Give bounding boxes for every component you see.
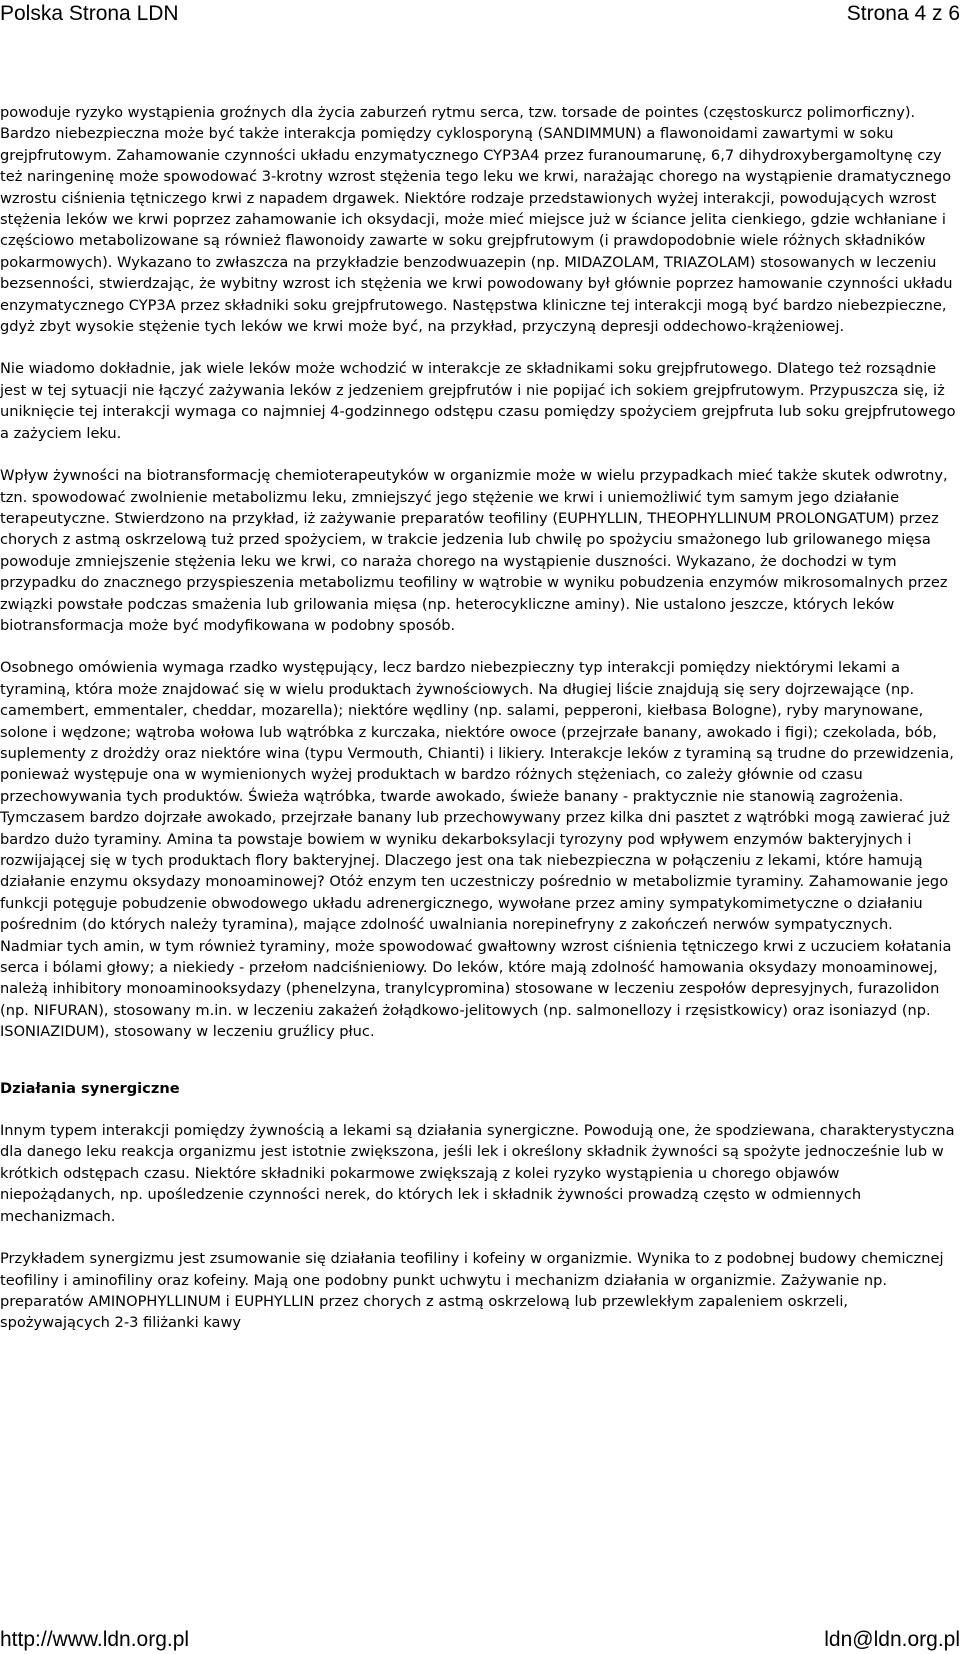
paragraph: Innym typem interakcji pomiędzy żywnością a lekami są działania synergiczne. Powodują one, że spodziewana, charakterystyczna dla danego leku reakcja organizmu jest istotnie zwiększona, jeśli lek i określony składnik żywności są spożyte jednocześnie lub w krótkich odstępach czasu. Niektóre składniki pokarmowe zwiększają z kolei ryzyko wystąpienia u chorego objawów niepożądanych, np. upośledzenie czynności nerek, do których lek i składnik żywności prowadzą często w odmiennych mechanizmach.: [0, 1122, 955, 1225]
document-body: [0, 102, 958, 1355]
paragraph: Wpływ żywności na biotransformację chemioterapeutyków w organizmie może w wielu przypadkach mieć także skutek odwrotny, tzn. spowodować zwolnienie metabolizmu leku, zmniejszyć jego stężenie we krwi i uniemożliwić tym samym jego działanie terapeutyczne. Stwierdzono na przykład, iż zażywanie preparatów teofiliny (EUPHYLLIN, THEOPHYLLINUM PROLONGATUM) przez chorych z astmą oskrzelową tuż przed spożyciem, w trakcie jedzenia lub chwilę po spożyciu smażonego lub grilowanego mięsa powoduje zmniejszenie stężenia leku we krwi, co naraża chorego na wystąpienie duszności. Wykazano, że dochodzi w tym przypadku do znacznego przyspieszenia metabolizmu teofiliny w wątrobie w wyniku pobudzenia enzymów mikrosomalnych przez związki powstałe podczas smażenia lub grilowania mięsa (np. heterocykliczne aminy). Nie ustalono jeszcze, których leków biotransformacja może być modyfikowana w podobny sposób.: [0, 467, 948, 634]
paragraph: Osobnego omówienia wymaga rzadko występujący, lecz bardzo niebezpieczny typ interakcji pomiędzy niektórymi lekami a tyraminą, która może znajdować się w wielu produktach żywnościowych. Na długiej liście znajdują się sery dojrzewające (np. camembert, emmentaler, cheddar, mozarella); niektóre wędliny (np. salami, pepperoni, kiełbasa Bologne), ryby marynowane, solone i wędzone; wątroba wołowa lub wątróbka z kurczaka, niektóre owoce (przejrzałe banany, awokado i figi); czekolada, bób, suplementy z drożdży oraz niektóre wina (typu Vermouth, Chianti) i likiery. Interakcje leków z tyraminą są trudne do przewidzenia, ponieważ występuje ona w wymienionych wyżej produktach w bardzo różnych stężeniach, co zależy głównie od czasu przechowywania tych produktów. Świeża wątróbka, twarde awokado, świeże banany - praktycznie nie stanowią zagrożenia. Tymczasem bardzo dojrzałe awokado, przejrzałe banany lub przechowywany przez kilka dni pasztet z wątróbki mogą zawierać już bardzo dużo tyraminy. Amina ta powstaje bowiem w wyniku dekarboksylacji tyrozyny pod wpływem enzymów bakteryjnych i rozwijającej się w tych produktach flory bakteryjnej. Dlaczego jest ona tak niebezpieczna w połączeniu z lekami, które hamują działanie enzymu oksydazy monoaminowej? Otóż enzym ten uczestniczy pośrednio w metabolizmie tyraminy. Zahamowanie jego funkcji potęguje pobudzenie obwodowego układu adrenergicznego, wywołane przez aminy sympatykomimetyczne o działaniu pośrednim (do których należy tyramina), mające zdolność uwalniania norepinefryny z zakończeń nerwów sympatycznych. Nadmiar tych amin, w tym również tyraminy, może spowodować gwałtowny wzrost ciśnienia tętniczego krwi z uczuciem kołatania serca i bólami głowy; a niekiedy - przełom nadciśnieniowy. Do leków, które mają zdolność hamowania oksydazy monoaminowej, należą inhibitory monoaminooksydazy (phenelzyna, tranylcypromina) stosowane w leczeniu zespołów depresyjnych, furazolidon (np. NIFURAN), stosowany m.in. w leczeniu zakażeń żołądkowo-jelitowych (np. salmonellozy i rzęsistkowicy) oraz isoniazyd (np. ISONIAZIDUM), stosowany w leczeniu gruźlicy płuc.: [0, 659, 954, 1041]
section-heading: Działania synergiczne: [0, 1079, 180, 1097]
page-number: Strona 4 z 6: [846, 2, 960, 25]
footer-email-link[interactable]: ldn@ldn.org.pl: [824, 1628, 960, 1651]
paragraph: Nie wiadomo dokładnie, jak wiele leków może wchodzić w interakcje ze składnikami soku grejpfrutowego. Dlatego też rozsądnie jest w tej sytuacji nie łączyć zażywania leków z jedzeniem grejpfrutów i nie popijać ich sokiem grejpfrutowym. Przypuszcza się, iż uniknięcie tej interakcji wymaga co najmniej 4-godzinnego odstępu czasu pomiędzy spożyciem grejpfruta lub soku grejpfrutowego a zażyciem leku.: [0, 360, 956, 442]
footer-url-link[interactable]: http://www.ldn.org.pl: [0, 1628, 190, 1651]
paragraph: Przykładem synergizmu jest zsumowanie się działania teofiliny i kofeiny w organizmie. Wynika to z podobnej budowy chemicznej teofiliny i aminofiliny oraz kofeiny. Mają one podobny punkt uchwytu i mechanizm działania w organizmie. Zażywanie np. preparatów AMINOPHYLLINUM i EUPHYLLIN przez chorych z astmą oskrzelową lub przewlekłym zapaleniem oskrzeli, spożywających 2-3 filiżanki kawy: [0, 1250, 944, 1332]
site-name: Polska Strona LDN: [0, 2, 179, 25]
page-header: [0, 0, 960, 32]
page-footer: [0, 1620, 960, 1654]
paragraph: powoduje ryzyko wystąpienia groźnych dla życia zaburzeń rytmu serca, tzw. torsade de pointes (częstoskurcz polimorficzny). Bardzo niebezpieczna może być także interakcja pomiędzy cyklosporyną (SANDIMMUN) a flawonoidami zawartymi w soku grejpfrutowym. Zahamowanie czynności układu enzymatycznego CYP3A4 przez furanoumarunę, 6,7 dihydroxybergamoltynę czy też naringeninę może spowodować 3-krotny wzrost stężenia tego leku we krwi, narażając chorego na wystąpienie dramatycznego wzrostu ciśnienia tętniczego krwi z napadem drgawek. Niektóre rodzaje przedstawionych wyżej interakcji, powodujących wzrost stężenia leków we krwi poprzez zahamowanie ich oksydacji, może mieć miejsce już w ściance jelita cienkiego, gdzie wchłaniane i częściowo metabolizowane są również flawonoidy zawarte w soku grejpfrutowym (i prawdopodobnie wiele różnych składników pokarmowych). Wykazano to zwłaszcza na przykładzie benzodwuazepin (np. MIDAZOLAM, TRIAZOLAM) stosowanych w leczeniu bezsenności, stwierdzając, że wybitny wzrost ich stężenia we krwi powodowany był głównie poprzez hamowanie czynności układu enzymatycznego CYP3A przez składniki soku grejpfrutowego. Następstwa kliniczne tej interakcji mogą być bardzo niebezpieczne, gdyż zbyt wysokie stężenie tych leków we krwi może być, na przykład, przyczyną depresji oddechowo-krążeniowej.: [0, 104, 953, 336]
